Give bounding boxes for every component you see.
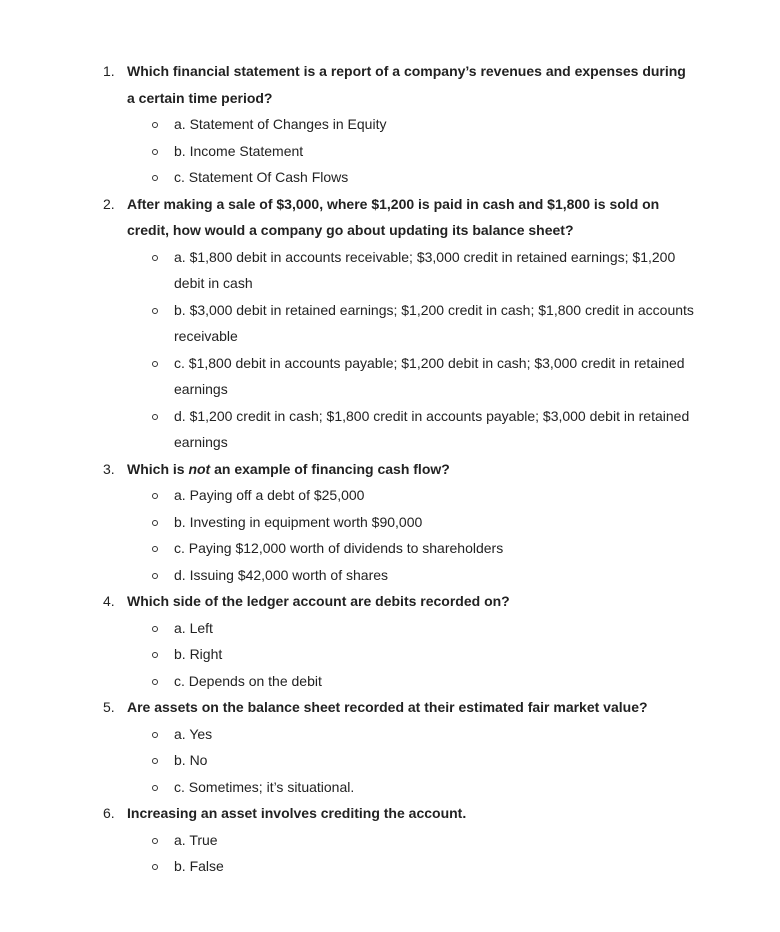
question-text-emphasis: not	[188, 460, 211, 477]
answer-list	[0, 111, 780, 191]
answer-option[interactable]	[0, 853, 780, 880]
question-number: 1.	[103, 63, 115, 79]
answer-option[interactable]	[0, 615, 780, 642]
question-6	[0, 800, 780, 827]
answer-option[interactable]	[0, 350, 780, 403]
answer-option[interactable]	[0, 297, 780, 350]
question-1	[0, 58, 780, 111]
answer-text: a. True	[174, 831, 218, 848]
circle-bullet-icon	[152, 255, 158, 261]
answer-option[interactable]	[0, 641, 780, 668]
answer-text: b. Investing in equipment worth $90,000	[174, 513, 423, 530]
circle-bullet-icon	[152, 732, 158, 738]
answer-text: c. Statement Of Cash Flows	[174, 169, 349, 185]
circle-bullet-icon	[152, 758, 158, 764]
answer-option[interactable]	[0, 164, 780, 191]
question-text: Which side of the ledger account are debits recorded on?	[127, 593, 510, 609]
answer-option[interactable]	[0, 111, 780, 138]
answer-text: b. False	[174, 858, 224, 874]
answer-list	[0, 482, 780, 588]
circle-bullet-icon	[152, 122, 158, 128]
question-number: 4.	[103, 593, 115, 609]
answer-text: c. Paying $12,000 worth of dividends to shareholders	[174, 540, 504, 556]
answer-list	[0, 721, 780, 801]
answer-text: b. Right	[174, 646, 223, 662]
answer-option[interactable]	[0, 509, 780, 536]
question-5	[0, 694, 780, 721]
question-2	[0, 191, 780, 244]
answer-text: d. $1,200 credit in cash; $1,800 credit in accounts payable; $3,000 debit in retained earnings	[174, 407, 690, 450]
answer-text: a. $1,800 debit in accounts receivable; $3,000 credit in retained earnings; $1,200 debit in cash	[174, 248, 676, 291]
circle-bullet-icon	[152, 414, 158, 420]
circle-bullet-icon	[152, 175, 158, 181]
circle-bullet-icon	[152, 546, 158, 552]
question-text	[127, 461, 450, 477]
answer-list	[0, 827, 780, 880]
answer-option[interactable]	[0, 562, 780, 589]
circle-bullet-icon	[152, 652, 158, 658]
circle-bullet-icon	[152, 573, 158, 579]
circle-bullet-icon	[152, 679, 158, 685]
circle-bullet-icon	[152, 864, 158, 870]
circle-bullet-icon	[152, 493, 158, 499]
answer-text: b. Income Statement	[174, 142, 304, 159]
answer-option[interactable]	[0, 482, 780, 509]
answer-option[interactable]	[0, 403, 780, 456]
circle-bullet-icon	[152, 361, 158, 367]
question-number: 3.	[103, 460, 115, 477]
answer-text: c. $1,800 debit in accounts payable; $1,200 debit in cash; $3,000 credit in retained earnings	[174, 354, 685, 397]
circle-bullet-icon	[152, 308, 158, 314]
answer-option[interactable]	[0, 721, 780, 748]
answer-text: a. Paying off a debt of $25,000	[174, 487, 365, 503]
answer-text: a. Yes	[174, 725, 213, 742]
circle-bullet-icon	[152, 149, 158, 155]
question-number: 2.	[103, 195, 115, 212]
question-4	[0, 588, 780, 615]
question-3	[0, 456, 780, 483]
answer-option[interactable]	[0, 774, 780, 801]
answer-text: c. Sometimes; it’s situational.	[174, 778, 355, 795]
answer-text: b. No	[174, 752, 208, 768]
answer-option[interactable]	[0, 668, 780, 695]
question-text: Are assets on the balance sheet recorded at their estimated fair market value?	[127, 699, 648, 715]
answer-text: d. Issuing $42,000 worth of shares	[174, 566, 389, 583]
circle-bullet-icon	[152, 626, 158, 632]
question-number: 5.	[103, 699, 115, 715]
question-number: 6.	[103, 805, 115, 821]
question-text: Increasing an asset involves crediting the account.	[127, 805, 467, 821]
question-text-part: an example of financing cash flow?	[210, 460, 450, 477]
circle-bullet-icon	[152, 520, 158, 526]
answer-list	[0, 244, 780, 456]
circle-bullet-icon	[152, 838, 158, 844]
answer-list	[0, 615, 780, 695]
question-text-part: Which is	[127, 460, 189, 477]
answer-option[interactable]	[0, 747, 780, 774]
answer-text: a. Statement of Changes in Equity	[174, 116, 387, 132]
question-text: Which financial statement is a report of a company’s revenues and expenses during a certain time period?	[127, 63, 686, 106]
answer-option[interactable]	[0, 827, 780, 854]
answer-text: a. Left	[174, 619, 213, 636]
circle-bullet-icon	[152, 785, 158, 791]
answer-text: b. $3,000 debit in retained earnings; $1,200 credit in cash; $1,800 credit in accounts receivable	[174, 301, 694, 344]
question-text: After making a sale of $3,000, where $1,200 is paid in cash and $1,800 is sold on credit, how would a company go about updating its balance sheet?	[127, 195, 660, 238]
answer-text: c. Depends on the debit	[174, 672, 322, 689]
answer-option[interactable]	[0, 244, 780, 297]
answer-option[interactable]	[0, 535, 780, 562]
answer-option[interactable]	[0, 138, 780, 165]
